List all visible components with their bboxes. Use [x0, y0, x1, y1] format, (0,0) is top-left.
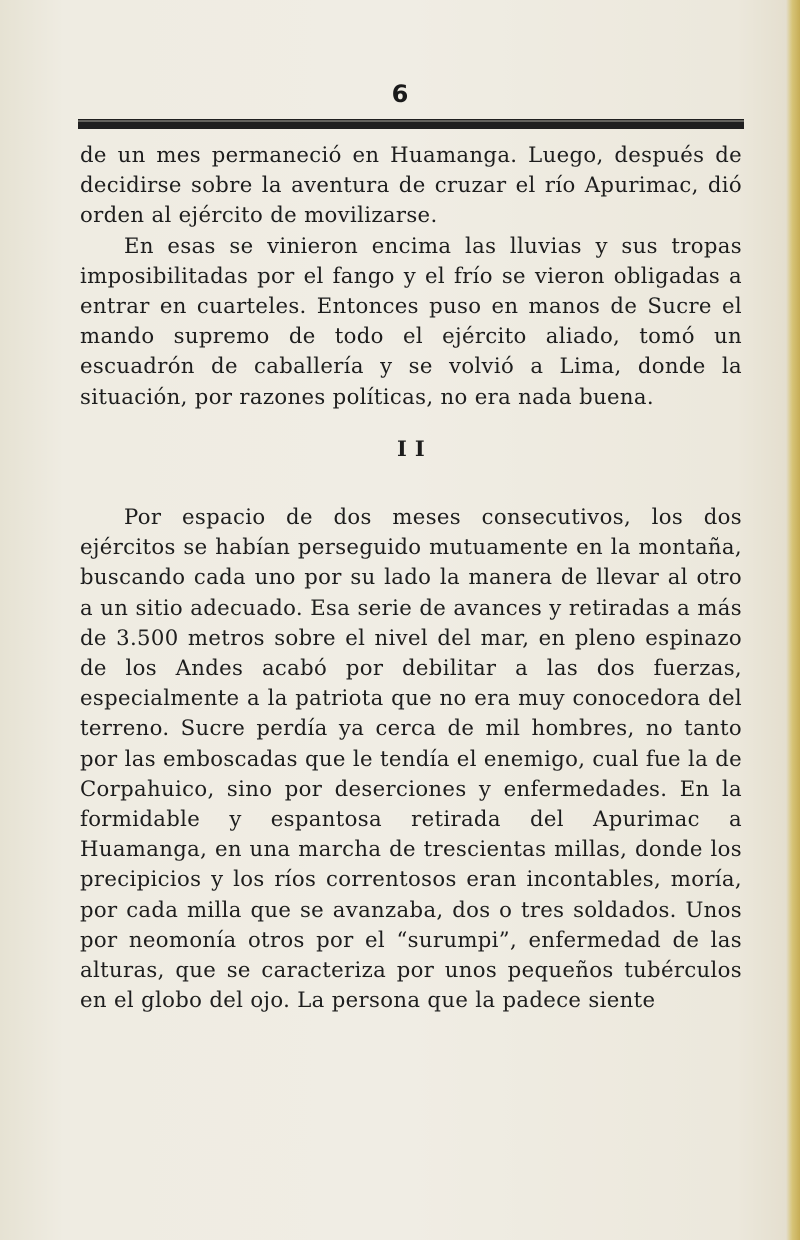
- section-heading: I I: [396, 435, 425, 461]
- header-rule: [78, 119, 744, 129]
- paragraph: Por espacio de dos meses consecutivos, los dos ejércitos se habían perseguido mutuamente en la montaña, buscando cada uno por su lado la manera de llevar al otro a un sitio adecuado. Esa serie de avances y retiradas a más de 3.500 metros sobre el nivel del mar, en pleno espinazo de los Andes acabó por debilitar a las dos fuerzas, especialmente a la patriota que no era muy conocedora del terreno. Sucre perdía ya cerca de mil hombres, no tanto por las emboscadas que le tendía el enemigo, cual fue la de Corpahuico, sino por deserciones y enfermedades. En la formidable y espantosa retirada del Apurimac a Huamanga, en una marcha de trescientas millas, donde los precipicios y los ríos correntosos eran incontables, moría, por cada milla que se avanzaba, dos o tres soldados. Unos por neomonía otros por el “surumpi”, enfermedad de las alturas, que se caracteriza por unos pequeños tubérculos en el globo del ojo. La persona que la padece siente: [80, 504, 742, 1013]
- page-number: 6: [391, 80, 409, 108]
- paragraph-continued: de un mes permaneció en Huamanga. Luego, después de decidirse sobre la aventura de cruzar el río Apurimac, dió orden al ejército de movilizarse.: [80, 142, 742, 228]
- paragraph: En esas se vinieron encima las lluvias y sus tropas imposibilitadas por el fango y el frío se vieron obligadas a entrar en cuarteles. Entonces puso en manos de Sucre el mando supremo de todo el ejército aliado, tomó un escuadrón de caballería y se volvió a Lima, donde la situación, por razones políticas, no era nada buena.: [80, 232, 742, 409]
- page-edge: [786, 0, 800, 1240]
- body-text: [80, 140, 742, 1015]
